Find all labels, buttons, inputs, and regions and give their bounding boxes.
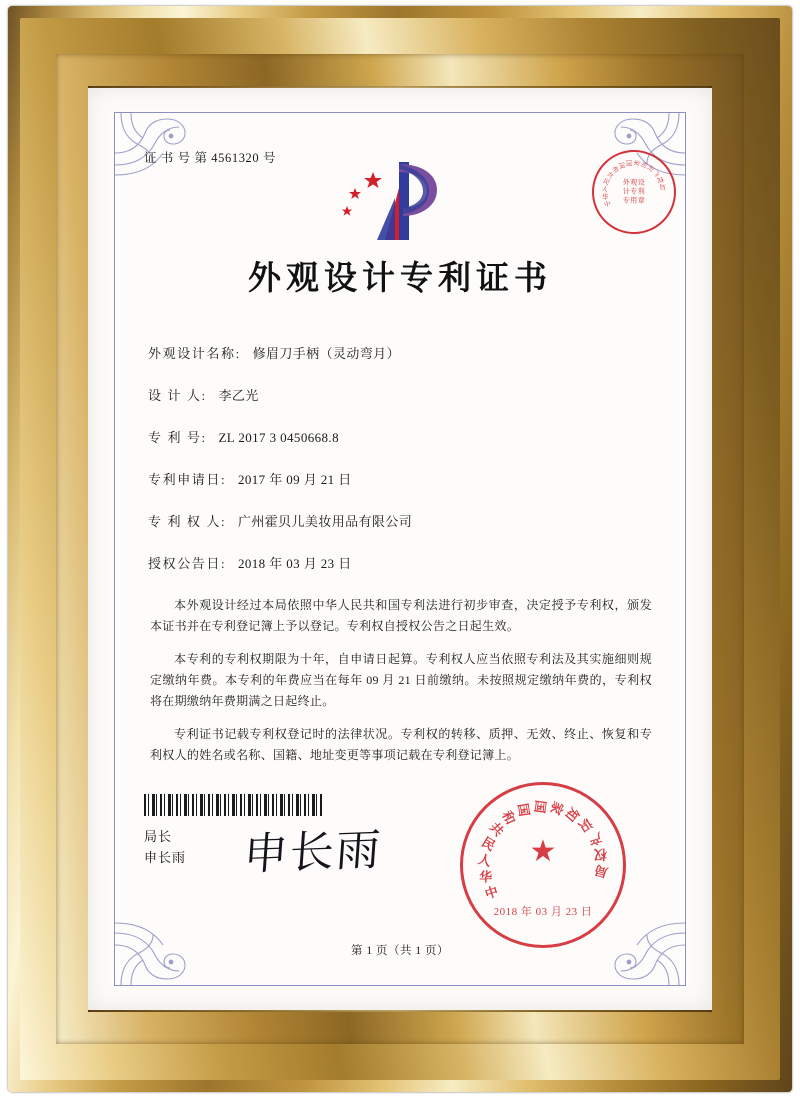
- field-value: 修眉刀手柄（灵动弯月）: [252, 346, 400, 361]
- barcode: [144, 794, 322, 816]
- small-seal-line3: 专用章: [622, 196, 646, 205]
- field-value: 李乙光: [218, 388, 259, 403]
- field-label: 专 利 号:: [148, 430, 207, 445]
- certificate-paper: [88, 88, 712, 1010]
- field-label: 专 利 权 人:: [148, 514, 227, 529]
- field-label: 外观设计名称:: [148, 346, 241, 361]
- page-footer: 第 1 页（共 1 页）: [351, 945, 449, 957]
- small-seal-center-text: [594, 179, 674, 206]
- field-row: [148, 343, 656, 362]
- field-value: 广州霍贝儿美妆用品有限公司: [237, 514, 413, 529]
- field-row: [148, 553, 656, 572]
- director-label-line2: 申长雨: [144, 850, 187, 865]
- field-value: 2017 年 09 月 21 日: [237, 472, 352, 487]
- page-title: 外观设计专利证书: [248, 258, 552, 297]
- small-red-seal: [592, 150, 676, 234]
- handwritten-signature: 申长雨: [241, 824, 384, 881]
- field-row: [148, 469, 656, 488]
- field-value: 2018 年 03 月 23 日: [237, 556, 352, 571]
- fields-list: [144, 343, 656, 572]
- official-red-seal: 中 华 人 民 共 和 国 国 家 知 识 产 权 局 ★ 2018 年 03 月 23 日: [460, 782, 626, 948]
- small-seal-line1: 外观设: [622, 178, 646, 187]
- field-value: ZL 2017 3 0450668.8: [218, 430, 339, 445]
- small-seal-ring-text: 中 华 人 民 共 和 国 国 家 知 识 产 权 局: [600, 158, 666, 209]
- paragraph: 本外观设计经过本局依照中华人民共和国专利法进行初步审查，决定授予专利权，颁发本证书并在专利登记簿上予以登记。专利权自授权公告之日起生效。: [150, 598, 652, 633]
- field-label: 专利申请日:: [148, 472, 227, 487]
- director-labels: [144, 826, 186, 868]
- paragraph: 专利证书记载专利权登记时的法律状况。专利权的转移、质押、无效、终止、恢复和专利权人的姓名或名称、国籍、地址变更等事项记载在专利登记簿上。: [150, 727, 652, 762]
- cnipa-logo-icon: [325, 154, 475, 250]
- seal-date: 2018 年 03 月 23 日: [493, 906, 593, 918]
- director-label-line1: 局长: [144, 829, 173, 844]
- certificate-number: 证 书 号 第 4561320 号: [144, 151, 277, 165]
- field-row: [148, 427, 656, 446]
- field-label: 设 计 人:: [148, 388, 207, 403]
- paragraph: 本专利的专利权期限为十年，自申请日起算。专利权人应当依照专利法及其实施细则规定缴纳年费。本专利的年费应当在每年 09 月 21 日前缴纳。未按照规定缴纳年费的，专利权将在期缴纳年费期满之日起终止。: [150, 652, 652, 708]
- legal-text: [144, 595, 656, 766]
- small-seal-line2: 计专利: [622, 187, 646, 196]
- field-row: [148, 511, 656, 530]
- field-label: 授权公告日:: [148, 556, 227, 571]
- national-emblem-icon: ★: [529, 835, 557, 869]
- certificate-content: [144, 148, 656, 778]
- field-row: [148, 385, 656, 404]
